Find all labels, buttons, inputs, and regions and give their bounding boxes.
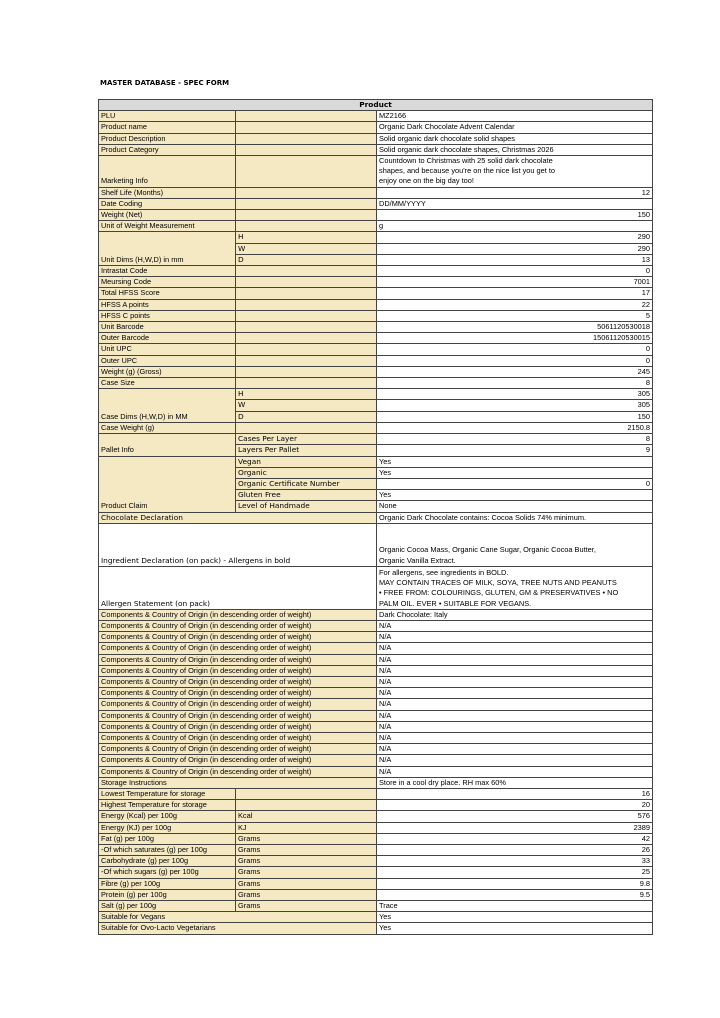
nutrition-unit: Grams — [236, 878, 377, 889]
pallet-cases-label: Cases Per Layer — [236, 434, 377, 445]
components-value: N/A — [377, 744, 653, 755]
components-label: Components & Country of Origin (in descending order of weight) — [99, 721, 377, 732]
nutrition-label: -Of which saturates (g) per 100g — [99, 844, 236, 855]
marketing-info-label: Marketing Info — [99, 156, 236, 188]
case-dims-label: Case Dims (H,W,D) in MM — [99, 389, 236, 423]
product-category-value: Solid organic dark chocolate shapes, Christmas 2026 — [377, 144, 653, 155]
plu-label: PLU — [99, 111, 236, 122]
allergen-statement-value: For allergens, see ingredients in BOLD. MAY CONTAIN TRACES OF MILK, SOYA, TREE NUTS AND PEANUTS • FREE FROM: COLOURINGS, GLUTEN, GM & PRESERVATIVES • NO PALM OIL. EVER • SUITABLE FOR VEGANS. — [377, 566, 653, 609]
unit-weight-measurement-value: g — [377, 221, 653, 232]
components-row — [99, 676, 653, 687]
case-dims-d-label: D — [236, 411, 377, 422]
case-dims-h-label: H — [236, 389, 377, 400]
pallet-cases-value: 8 — [377, 434, 653, 445]
case-dims-w-value: 305 — [377, 400, 653, 411]
temperature-row — [99, 800, 653, 811]
row-unit-weight-measurement — [99, 221, 653, 232]
nutrition-unit: Grams — [236, 856, 377, 867]
components-value: N/A — [377, 699, 653, 710]
components-label: Components & Country of Origin (in descending order of weight) — [99, 699, 377, 710]
suitability-label: Suitable for Vegans — [99, 912, 377, 923]
components-value: N/A — [377, 632, 653, 643]
nutrition-unit: Kcal — [236, 811, 377, 822]
weight-gross-label: Weight (g) (Gross) — [99, 366, 236, 377]
shelf-life-value: 12 — [377, 187, 653, 198]
components-value: N/A — [377, 620, 653, 631]
components-row — [99, 609, 653, 620]
product-name-label: Product name — [99, 122, 236, 133]
nutrition-value: 33 — [377, 856, 653, 867]
components-label: Components & Country of Origin (in descending order of weight) — [99, 755, 377, 766]
claim-handmade-label: Level of Handmade — [236, 501, 377, 512]
nutrition-value: 26 — [377, 844, 653, 855]
claim-organic-label: Organic — [236, 467, 377, 478]
components-label: Components & Country of Origin (in descending order of weight) — [99, 665, 377, 676]
unit-barcode-label: Unit Barcode — [99, 322, 236, 333]
unit-weight-measurement-label: Unit of Weight Measurement — [99, 221, 236, 232]
shelf-life-label: Shelf Life (Months) — [99, 187, 236, 198]
row-claim-vegan — [99, 456, 653, 467]
row-hfss-c — [99, 310, 653, 321]
unit-dims-d-label: D — [236, 254, 377, 265]
product-description-label: Product Description — [99, 133, 236, 144]
row-total-hfss — [99, 288, 653, 299]
nutrition-unit: Grams — [236, 889, 377, 900]
components-row — [99, 755, 653, 766]
case-dims-d-value: 150 — [377, 411, 653, 422]
components-label: Components & Country of Origin (in descending order of weight) — [99, 654, 377, 665]
unit-dims-h-value: 290 — [377, 232, 653, 243]
row-unit-dims-h — [99, 232, 653, 243]
date-coding-value: DD/MM/YYYY — [377, 198, 653, 209]
nutrition-row — [99, 811, 653, 822]
components-label: Components & Country of Origin (in descending order of weight) — [99, 766, 377, 777]
hfss-c-value: 5 — [377, 310, 653, 321]
unit-dims-h-label: H — [236, 232, 377, 243]
nutrition-value: 2389 — [377, 822, 653, 833]
unit-upc-value: 0 — [377, 344, 653, 355]
components-row — [99, 766, 653, 777]
case-weight-label: Case Weight (g) — [99, 422, 236, 433]
row-product-description — [99, 133, 653, 144]
storage-section — [99, 777, 653, 811]
components-row — [99, 744, 653, 755]
row-product-category — [99, 144, 653, 155]
weight-net-label: Weight (Net) — [99, 210, 236, 221]
claim-vegan-value: Yes — [377, 456, 653, 467]
components-value: N/A — [377, 732, 653, 743]
claim-vegan-label: Vegan — [236, 456, 377, 467]
document-title: MASTER DATABASE - SPEC FORM — [100, 79, 230, 87]
nutrition-unit: KJ — [236, 822, 377, 833]
nutrition-row — [99, 844, 653, 855]
nutrition-unit: Grams — [236, 833, 377, 844]
components-value: N/A — [377, 654, 653, 665]
case-size-label: Case Size — [99, 378, 236, 389]
row-weight-gross — [99, 366, 653, 377]
nutrition-value: Trace — [377, 901, 653, 912]
intrastat-code-value: 0 — [377, 266, 653, 277]
ingredient-declaration-label: Ingredient Declaration (on pack) - Allergens in bold — [99, 523, 377, 566]
components-value: Dark Chocolate: Italy — [377, 609, 653, 620]
case-weight-value: 2150.8 — [377, 422, 653, 433]
components-row — [99, 654, 653, 665]
product-name-value: Organic Dark Chocolate Advent Calendar — [377, 122, 653, 133]
nutrition-value: 42 — [377, 833, 653, 844]
row-meursing-code — [99, 277, 653, 288]
nutrition-value: 9.5 — [377, 889, 653, 900]
components-value: N/A — [377, 710, 653, 721]
components-label: Components & Country of Origin (in descending order of weight) — [99, 676, 377, 687]
intrastat-code-label: Intrastat Code — [99, 266, 236, 277]
nutrition-row — [99, 856, 653, 867]
nutrition-unit: Grams — [236, 844, 377, 855]
suitability-value: Yes — [377, 912, 653, 923]
outer-barcode-label: Outer Barcode — [99, 333, 236, 344]
date-coding-label: Date Coding — [99, 198, 236, 209]
row-plu — [99, 111, 653, 122]
outer-upc-label: Outer UPC — [99, 355, 236, 366]
suitability-section — [99, 912, 653, 934]
components-value: N/A — [377, 688, 653, 699]
unit-dims-w-value: 290 — [377, 243, 653, 254]
chocolate-declaration-label: Chocolate Declaration — [99, 512, 377, 523]
components-label: Components & Country of Origin (in descending order of weight) — [99, 744, 377, 755]
row-weight-net — [99, 210, 653, 221]
spec-table — [98, 99, 653, 935]
claim-organic-cert-value: 0 — [377, 478, 653, 489]
nutrition-row — [99, 822, 653, 833]
row-marketing-info — [99, 156, 653, 188]
hfss-c-label: HFSS C points — [99, 310, 236, 321]
row-case-size — [99, 378, 653, 389]
pallet-info-label: Pallet Info — [99, 434, 236, 456]
pallet-layers-label: Layers Per Pallet — [236, 445, 377, 456]
row-ingredient-declaration — [99, 523, 653, 566]
suitability-row — [99, 923, 653, 934]
nutrition-unit: Grams — [236, 867, 377, 878]
allergen-statement-label: Allergen Statement (on pack) — [99, 566, 377, 609]
nutrition-row — [99, 889, 653, 900]
nutrition-label: Protein (g) per 100g — [99, 889, 236, 900]
unit-upc-label: Unit UPC — [99, 344, 236, 355]
product-category-label: Product Category — [99, 144, 236, 155]
row-chocolate-declaration — [99, 512, 653, 523]
total-hfss-label: Total HFSS Score — [99, 288, 236, 299]
components-label: Components & Country of Origin (in descending order of weight) — [99, 710, 377, 721]
components-row — [99, 710, 653, 721]
case-dims-w-label: W — [236, 400, 377, 411]
nutrition-row — [99, 833, 653, 844]
row-unit-barcode — [99, 322, 653, 333]
unit-dims-label: Unit Dims (H,W,D) in mm — [99, 232, 236, 266]
components-section — [99, 609, 653, 777]
row-outer-upc — [99, 355, 653, 366]
components-row — [99, 643, 653, 654]
case-size-value: 8 — [377, 378, 653, 389]
nutrition-row — [99, 901, 653, 912]
storage-instructions-value: Store in a cool dry place. RH max 60% — [377, 777, 653, 788]
marketing-info-value: Countdown to Christmas with 25 solid dark chocolate shapes, and because you're on the nice list you get to enjoy one on the big day too! — [377, 156, 653, 188]
nutrition-section — [99, 811, 653, 912]
row-product-name — [99, 122, 653, 133]
row-allergen-statement — [99, 566, 653, 609]
claim-gluten-free-value: Yes — [377, 490, 653, 501]
nutrition-row — [99, 878, 653, 889]
components-row — [99, 721, 653, 732]
temperature-label: Lowest Temperature for storage — [99, 788, 236, 799]
claim-organic-cert-label: Organic Certificate Number — [236, 478, 377, 489]
row-unit-upc — [99, 344, 653, 355]
nutrition-label: Salt (g) per 100g — [99, 901, 236, 912]
nutrition-unit: Grams — [236, 901, 377, 912]
temperature-value: 20 — [377, 800, 653, 811]
components-row — [99, 688, 653, 699]
total-hfss-value: 17 — [377, 288, 653, 299]
weight-net-value: 150 — [377, 210, 653, 221]
suitability-value: Yes — [377, 923, 653, 934]
outer-upc-value: 0 — [377, 355, 653, 366]
nutrition-label: Carbohydrate (g) per 100g — [99, 856, 236, 867]
components-row — [99, 699, 653, 710]
components-label: Components & Country of Origin (in descending order of weight) — [99, 620, 377, 631]
ingredient-declaration-value: Organic Cocoa Mass, Organic Cane Sugar, Organic Cocoa Butter, Organic Vanilla Extract. — [377, 523, 653, 566]
components-value: N/A — [377, 721, 653, 732]
components-value: N/A — [377, 665, 653, 676]
suitability-row — [99, 912, 653, 923]
product-description-value: Solid organic dark chocolate solid shapes — [377, 133, 653, 144]
suitability-label: Suitable for Ovo-Lacto Vegetarians — [99, 923, 377, 934]
row-shelf-life — [99, 187, 653, 198]
row-date-coding — [99, 198, 653, 209]
nutrition-value: 576 — [377, 811, 653, 822]
plu-value: MZ2166 — [377, 111, 653, 122]
unit-dims-d-value: 13 — [377, 254, 653, 265]
components-row — [99, 620, 653, 631]
components-value: N/A — [377, 676, 653, 687]
meursing-code-value: 7001 — [377, 277, 653, 288]
nutrition-row — [99, 867, 653, 878]
components-row — [99, 732, 653, 743]
components-label: Components & Country of Origin (in descending order of weight) — [99, 632, 377, 643]
components-value: N/A — [377, 755, 653, 766]
components-row — [99, 632, 653, 643]
temperature-value: 16 — [377, 788, 653, 799]
components-value: N/A — [377, 766, 653, 777]
components-label: Components & Country of Origin (in descending order of weight) — [99, 643, 377, 654]
claim-gluten-free-label: Gluten Free — [236, 490, 377, 501]
section-header-product: Product — [99, 100, 653, 111]
product-claim-label: Product Claim — [99, 456, 236, 512]
case-dims-h-value: 305 — [377, 389, 653, 400]
nutrition-label: Energy (Kcal) per 100g — [99, 811, 236, 822]
row-case-dims-h — [99, 389, 653, 400]
pallet-layers-value: 9 — [377, 445, 653, 456]
weight-gross-value: 245 — [377, 366, 653, 377]
claim-organic-value: Yes — [377, 467, 653, 478]
nutrition-label: -Of which sugars (g) per 100g — [99, 867, 236, 878]
outer-barcode-value: 15061120530015 — [377, 333, 653, 344]
claim-handmade-value: None — [377, 501, 653, 512]
row-hfss-a — [99, 299, 653, 310]
storage-instructions-label: Storage Instructions — [99, 777, 377, 788]
unit-dims-w-label: W — [236, 243, 377, 254]
nutrition-label: Fat (g) per 100g — [99, 833, 236, 844]
row-outer-barcode — [99, 333, 653, 344]
components-label: Components & Country of Origin (in descending order of weight) — [99, 732, 377, 743]
nutrition-label: Energy (KJ) per 100g — [99, 822, 236, 833]
hfss-a-value: 22 — [377, 299, 653, 310]
nutrition-value: 9.8 — [377, 878, 653, 889]
nutrition-label: Fibre (g) per 100g — [99, 878, 236, 889]
components-row — [99, 665, 653, 676]
storage-row — [99, 777, 653, 788]
chocolate-declaration-value: Organic Dark Chocolate contains: Cocoa Solids 74% minimum. — [377, 512, 653, 523]
unit-barcode-value: 5061120530018 — [377, 322, 653, 333]
temperature-label: Highest Temperature for storage — [99, 800, 236, 811]
row-pallet-cases — [99, 434, 653, 445]
meursing-code-label: Meursing Code — [99, 277, 236, 288]
row-case-weight — [99, 422, 653, 433]
components-label: Components & Country of Origin (in descending order of weight) — [99, 688, 377, 699]
temperature-row — [99, 788, 653, 799]
hfss-a-label: HFSS A points — [99, 299, 236, 310]
nutrition-value: 25 — [377, 867, 653, 878]
row-intrastat-code — [99, 266, 653, 277]
components-label: Components & Country of Origin (in descending order of weight) — [99, 609, 377, 620]
components-value: N/A — [377, 643, 653, 654]
